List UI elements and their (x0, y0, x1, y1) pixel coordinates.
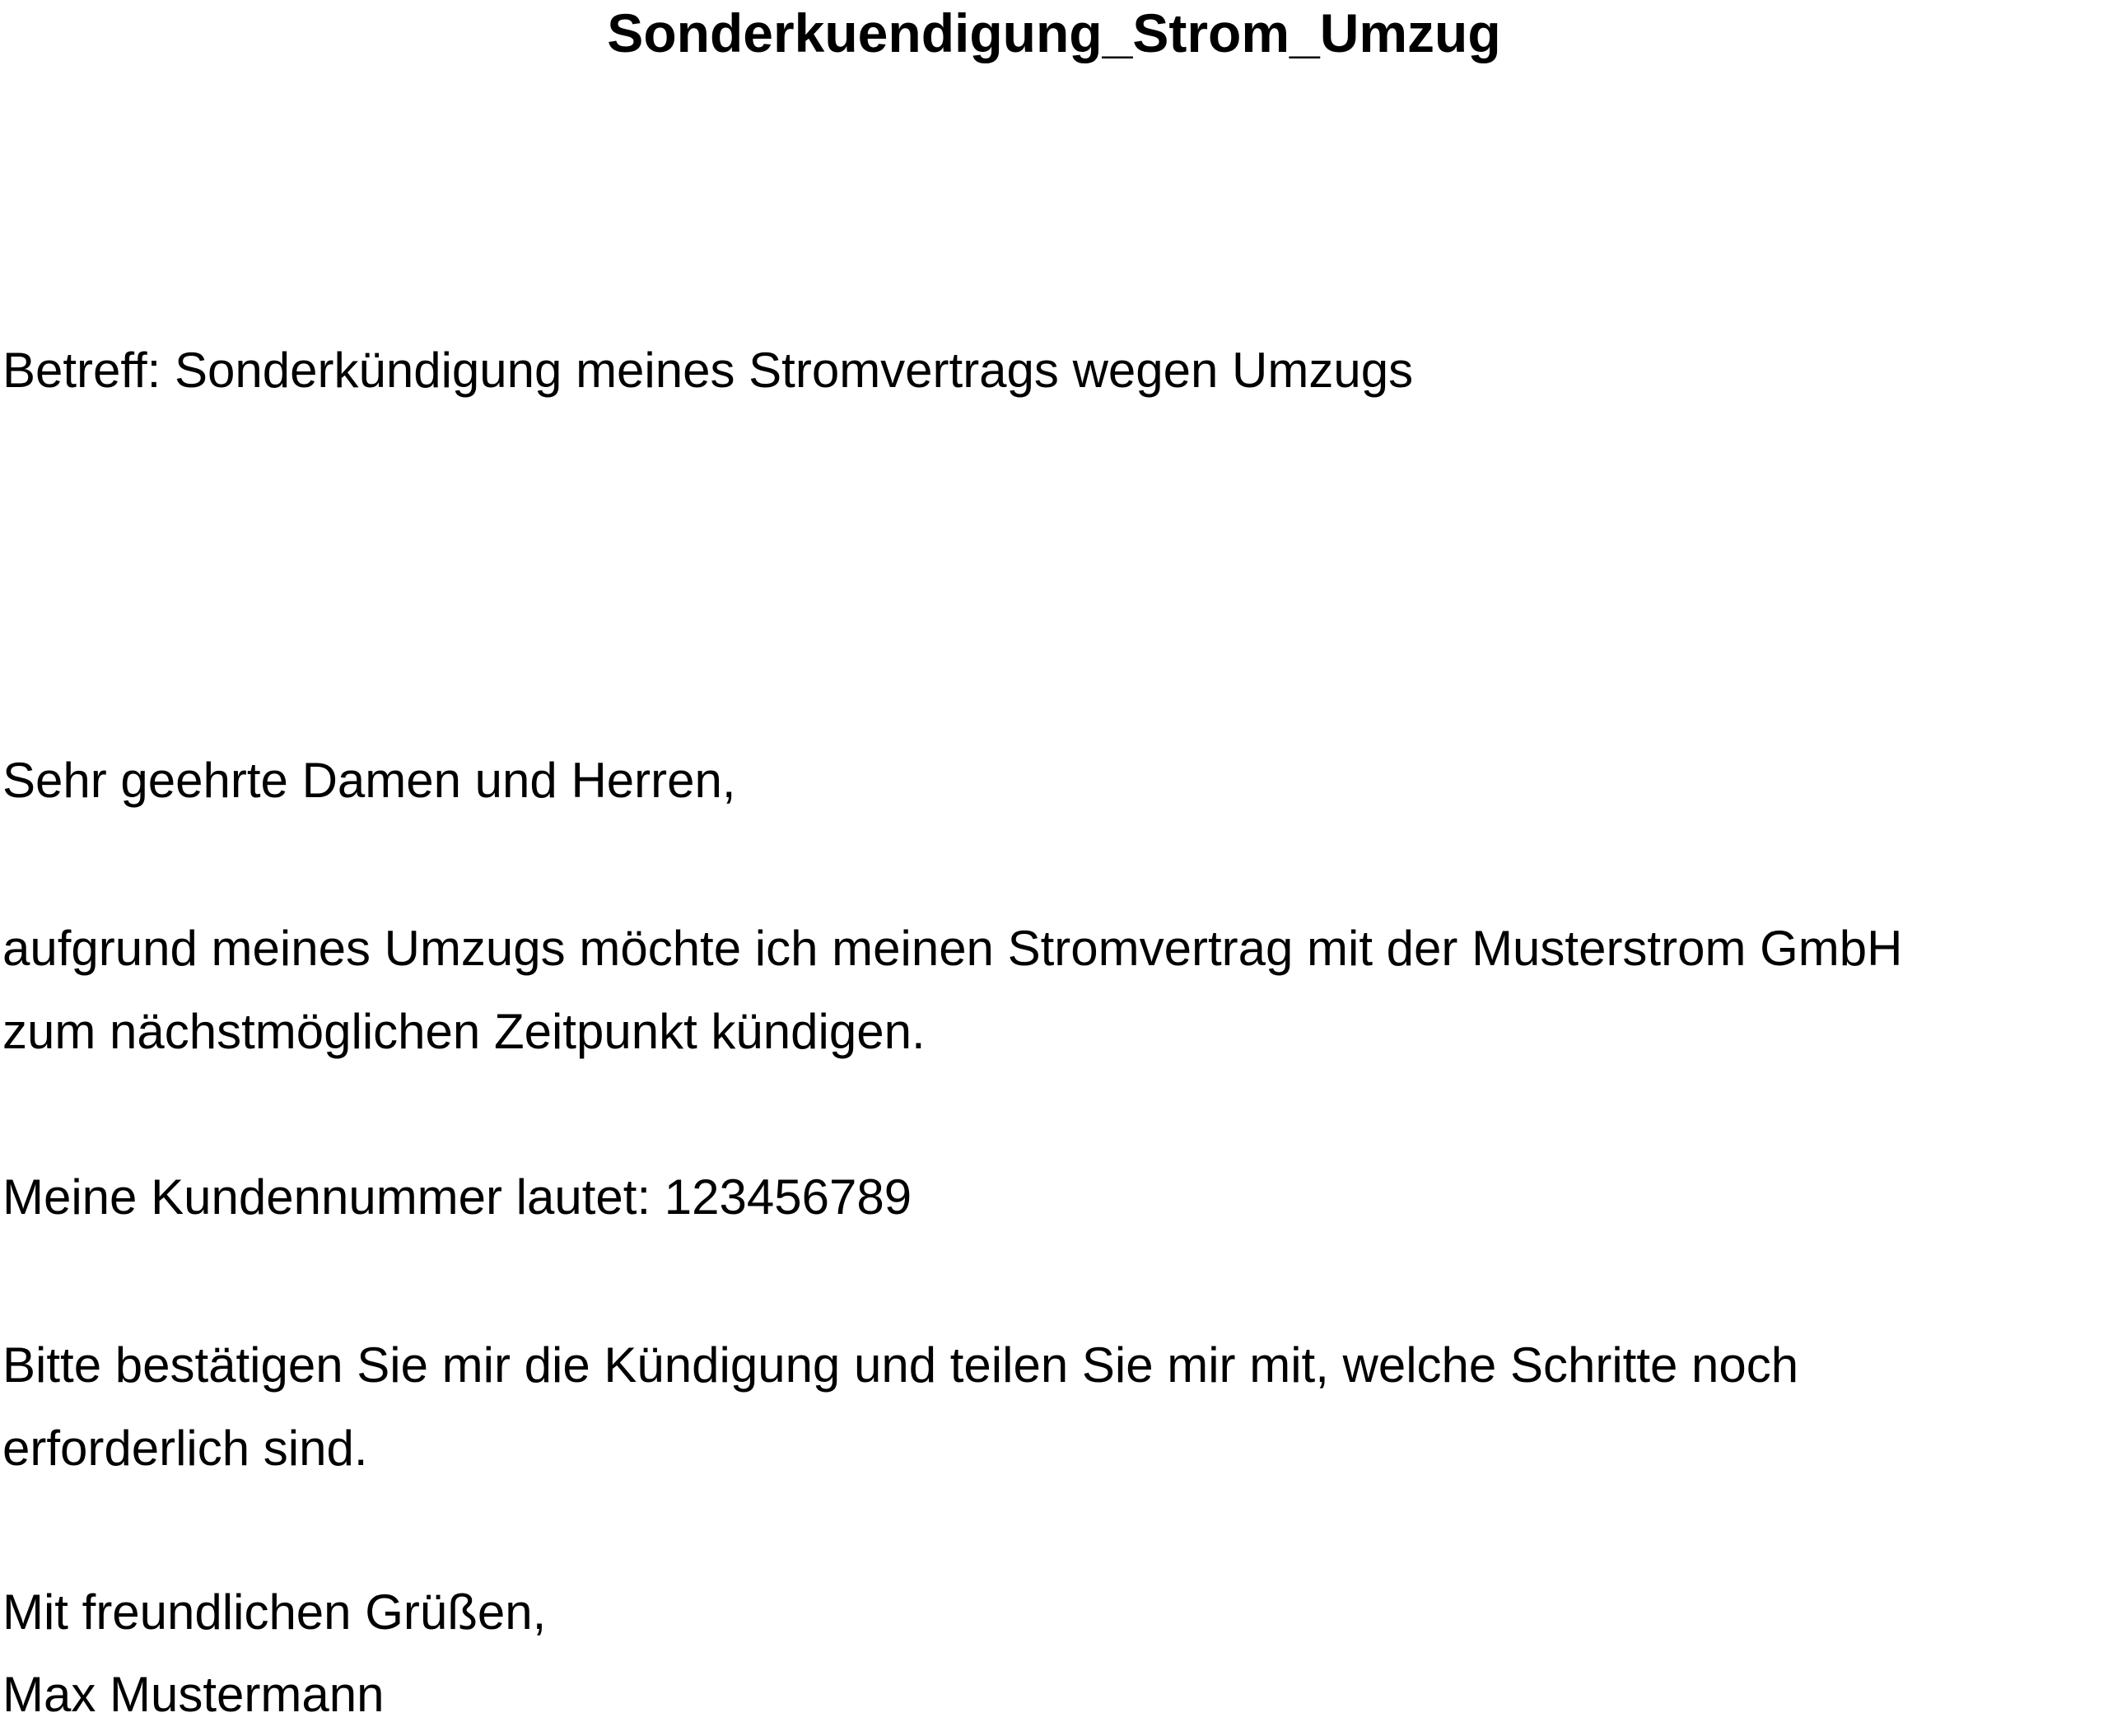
paragraph-2-line-2: erforderlich sind. (2, 1421, 368, 1476)
paragraph-2-line-1: Bitte bestätigen Sie mir die Kündigung und teilen Sie mir mit, welche Schritte noch (2, 1337, 1799, 1393)
paragraph-1-line-2: zum nächstmöglichen Zeitpunkt kündigen. (2, 1004, 926, 1059)
signature-name: Max Mustermann (2, 1667, 385, 1722)
paragraph-1-line-1: aufgrund meines Umzugs möchte ich meinen Stromvertrag mit der Musterstrom GmbH (2, 921, 1903, 976)
salutation: Sehr geehrte Damen und Herren, (2, 753, 736, 808)
document-title: Sonderkuendigung_Strom_Umzug (607, 2, 1501, 63)
closing: Mit freundlichen Grüßen, (2, 1584, 547, 1640)
customer-number-line: Meine Kundennummer lautet: 123456789 (2, 1169, 912, 1225)
subject-line: Betreff: Sonderkündigung meines Stromvertrags wegen Umzugs (2, 343, 1414, 398)
